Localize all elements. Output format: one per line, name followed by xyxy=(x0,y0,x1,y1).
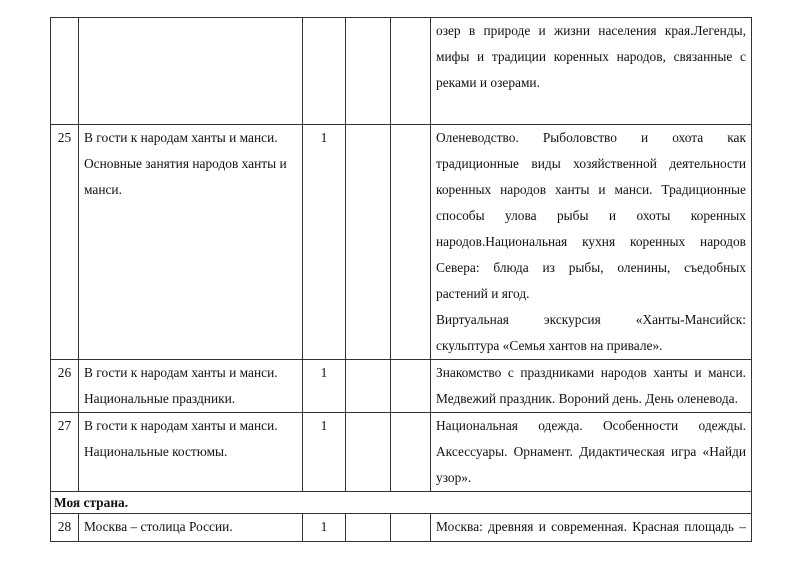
row-content: озер в природе и жизни населения края.Легенды, мифы и традиции коренных народов, связанные с реками и озерами. xyxy=(431,18,752,125)
row-number xyxy=(51,18,79,125)
row-hours: 1 xyxy=(303,413,346,492)
row-topic: В гости к народам ханты и манси. Национальные праздники. xyxy=(79,360,303,413)
row-topic: В гости к народам ханты и манси. Национальные костюмы. xyxy=(79,413,303,492)
section-heading: Моя страна. xyxy=(51,492,752,514)
row-content: Знакомство с праздниками народов ханты и манси. Медвежий праздник. Вороний день. День оленевода. xyxy=(431,360,752,413)
row-hours: 1 xyxy=(303,360,346,413)
row-number: 25 xyxy=(51,125,79,360)
row-number: 27 xyxy=(51,413,79,492)
table-row xyxy=(51,514,752,542)
row-content: Москва: древняя и современная. Красная площадь – xyxy=(431,514,752,542)
row-number: 28 xyxy=(51,514,79,542)
row-content: Национальная одежда. Особенности одежды. Аксессуары. Орнамент. Дидактическая игра «Найди узор». xyxy=(431,413,752,492)
row-number: 26 xyxy=(51,360,79,413)
table-row xyxy=(51,413,752,492)
section-row xyxy=(51,492,752,514)
table-row xyxy=(51,125,752,360)
row-topic xyxy=(79,18,303,125)
row-topic: Москва – столица России. xyxy=(79,514,303,542)
row-hours: 1 xyxy=(303,125,346,360)
row-content: Оленеводство. Рыболовство и охота как традиционные виды хозяйственной деятельности коренных народов ханты и манси. Традиционные способы улова рыбы и охоты коренных народов.Национальная кухня коренных народов Севера: блюда из рыбы, оленины, съедобных растений и ягод. Виртуальная экскурсия «Ханты-Мансийск: скульптура «Семья хантов на привале». xyxy=(431,125,752,360)
curriculum-table xyxy=(50,17,752,542)
row-hours: 1 xyxy=(303,514,346,542)
table-row xyxy=(51,18,752,125)
row-topic: В гости к народам ханты и манси. Основные занятия народов ханты и манси. xyxy=(79,125,303,360)
table-row xyxy=(51,360,752,413)
row-hours xyxy=(303,18,346,125)
